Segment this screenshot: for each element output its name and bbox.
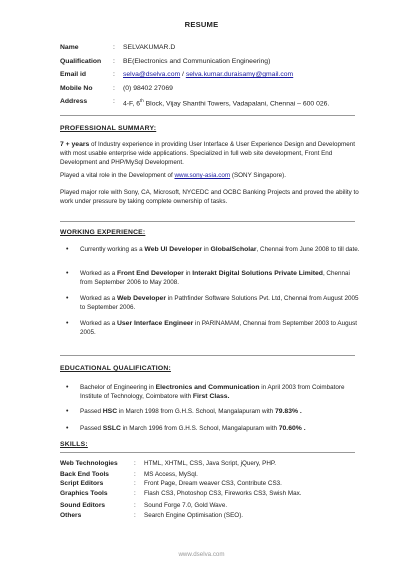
info-value: BE(Electronics and Communication Engineering) [123, 57, 271, 65]
bullet-icon: • [66, 295, 69, 302]
summary-paragraph [60, 141, 360, 167]
section-heading-experience: WORKING EXPERIENCE: [60, 229, 146, 236]
skill-value: HTML, XHTML, CSS, Java Script, jQuery, PHP. [144, 460, 277, 467]
skill-label: Web Technologies [60, 460, 118, 467]
highlight: HSC [102, 408, 118, 415]
skill-value: Front Page, Dream weaver CS3, Contribute CS3. [144, 480, 282, 487]
job-role: Front End Developer [116, 270, 184, 277]
skill-colon: : [134, 502, 136, 509]
company-name: Interakt Digital Solutions Private Limited [192, 270, 323, 277]
text: in March 1996 from G.H.S. School, Mangalapuram with [120, 425, 279, 432]
summary-text: (SONY Singapore). [230, 172, 286, 179]
list-item-text [80, 408, 360, 417]
info-label: Name [60, 44, 79, 51]
skill-label: Sound Editors [60, 502, 106, 509]
job-role: Web UI Developer [144, 246, 203, 253]
highlight: SSLC [102, 425, 121, 432]
info-label: Mobile No [60, 84, 93, 92]
list-item-text [80, 425, 360, 434]
bullet-icon: • [66, 320, 69, 327]
info-colon: : [113, 57, 115, 65]
info-value: (0) 98402 27069 [123, 84, 173, 92]
page-title: RESUME [184, 20, 219, 29]
bullet-icon: • [66, 384, 69, 391]
info-colon: : [113, 84, 115, 92]
text: Worked as a [80, 270, 117, 277]
text: in April 2003 from Coimbatore Institute of Technology, Coimbatore with [80, 384, 345, 400]
email-separator: / [180, 71, 186, 78]
highlight: 70.60% . [278, 425, 306, 432]
skill-value: Flash CS3, Photoshop CS3, Fireworks CS3, Swish Max. [144, 490, 302, 497]
job-role: User Interface Engineer [116, 320, 194, 327]
list-item-text [80, 246, 360, 255]
bullet-icon: • [66, 246, 69, 253]
email-link-primary[interactable]: selva@dselva.com [123, 71, 181, 78]
text: Passed [80, 408, 103, 415]
company-name: GlobalScholar [210, 246, 257, 253]
info-value [123, 98, 329, 107]
section-heading-summary: PROFESSIONAL SUMMARY: [60, 125, 157, 132]
text: in Pathfinder Software Solutions Pvt. Ltd, Chennai from August 2005 to September 2006. [80, 295, 359, 311]
divider [60, 452, 355, 453]
skill-label: Graphics Tools [60, 490, 108, 497]
text: Bachelor of Engineering in [80, 384, 156, 391]
highlight: Electronics and Communication [155, 384, 260, 391]
skill-value: MS Access, MySql. [144, 471, 198, 478]
bullet-icon: • [66, 425, 69, 432]
skill-value: Sound Forge 7.0, Gold Wave. [144, 502, 228, 509]
highlight: First Class. [192, 392, 230, 400]
section-heading-education: EDUCATIONAL QUALIFICATION: [60, 365, 171, 372]
skill-label: Script Editors [60, 480, 104, 487]
text: Currently working as a [80, 246, 145, 253]
years-highlight: 7 + years [60, 141, 90, 148]
divider [60, 355, 355, 356]
address-pre: 4-F, 6 [123, 100, 140, 108]
summary-paragraph [60, 172, 360, 181]
skill-colon: : [134, 512, 136, 519]
text: , Chennai from June 2008 to till date. [256, 246, 360, 253]
sony-asia-link[interactable]: www.sony-asia.com [174, 172, 231, 179]
list-item-text [80, 384, 360, 402]
skill-label: Others [60, 512, 82, 519]
skill-colon: : [134, 460, 136, 467]
address-sup: th [140, 98, 144, 103]
job-role: Web Developer [116, 295, 166, 302]
text: , Chennai from September 2006 to May 2008. [80, 270, 350, 286]
skill-label: Back End Tools [60, 471, 109, 478]
skill-colon: : [134, 480, 136, 487]
email-link-secondary[interactable]: selva.kumar.duraisamy@gmail.com [185, 71, 294, 78]
skill-value: Search Engine Optimisation (SEO). [144, 512, 244, 519]
skill-colon: : [134, 471, 136, 478]
list-item-text [80, 295, 360, 313]
info-label: Qualification [60, 57, 102, 65]
address-post: Block, Vijay Shanthi Towers, Vadapalani, Chennai – 600 026. [143, 100, 330, 108]
summary-text: Played a vital role in the Development of [60, 172, 175, 179]
bullet-icon: • [66, 408, 69, 415]
text: in PARINAMAM, Chennai from September 2003 to August 2005. [80, 320, 357, 336]
info-label: Email id [60, 71, 87, 78]
text: Worked as a [80, 295, 117, 302]
section-heading-skills: SKILLS: [60, 441, 88, 448]
summary-text: of Industry experience in providing User Interface & User Experience Design and Development with most usable enterprise wide applications. Specialized in full web site development, Front End Development and PHP/MySql Development. [60, 141, 355, 166]
info-colon: : [113, 44, 115, 51]
highlight: 79.83% . [274, 408, 302, 415]
info-colon: : [113, 71, 115, 78]
text: Passed [80, 425, 103, 432]
divider [60, 115, 355, 116]
list-item-text [80, 270, 360, 288]
text: in [202, 246, 211, 253]
bullet-icon: • [66, 270, 69, 277]
info-label: Address [60, 98, 88, 105]
divider [60, 221, 355, 222]
skill-colon: : [134, 490, 136, 497]
text: in March 1998 from G.H.S. School, Mangalapuram with [117, 408, 275, 415]
footer-url: www.dselva.com [178, 551, 225, 558]
summary-paragraph: Played major role with Sony, CA, Microsoft, NYCEDC and OCBC Banking Projects and proved the ability to work under pressure by taking complete ownership of tasks. [60, 189, 359, 205]
text: in [183, 270, 193, 277]
text: Worked as a [80, 320, 117, 327]
info-value [123, 71, 293, 78]
info-colon: : [113, 98, 115, 105]
info-value: SELVAKUMAR.D [123, 44, 176, 51]
list-item-text [80, 320, 360, 338]
